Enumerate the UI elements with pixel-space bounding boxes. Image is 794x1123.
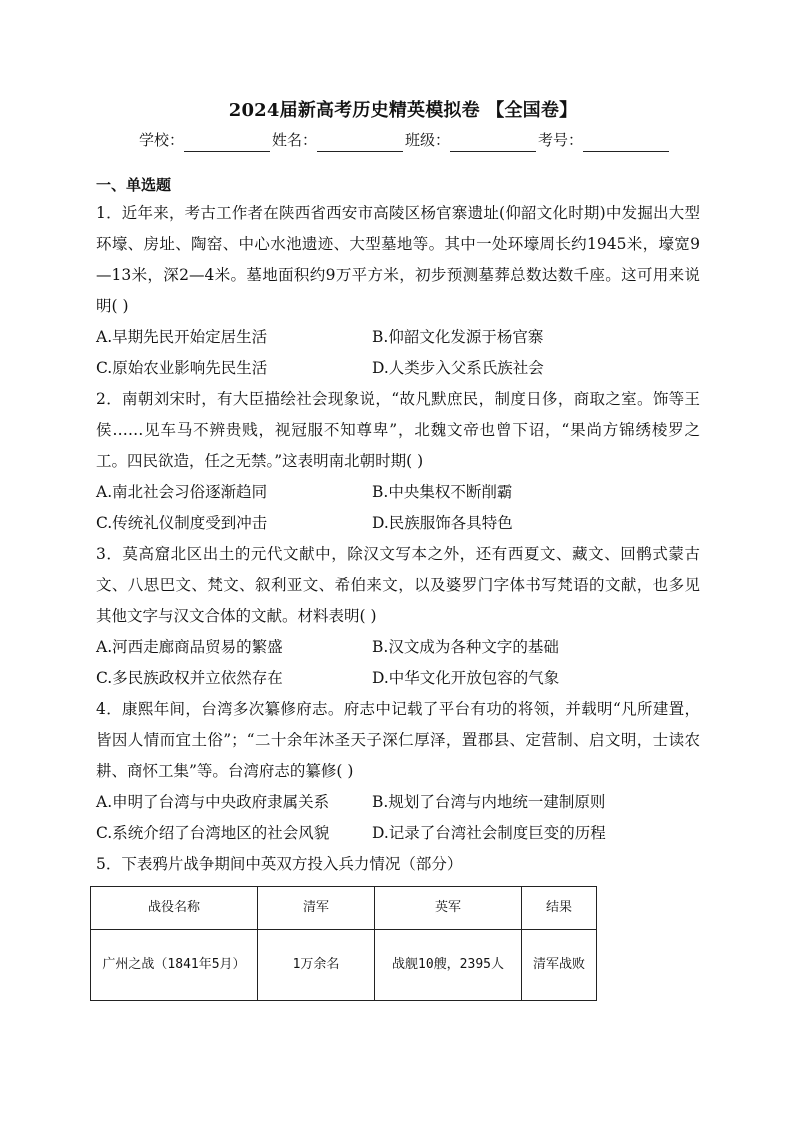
table-cell: 战舰10艘，2395人 — [375, 930, 522, 1001]
option-c[interactable]: C.原始农业影响先民生活 — [96, 359, 268, 377]
question-text: 1．近年来，考古工作者在陕西省西安市高陵区杨官寨遗址(仰韶文化时期)中发掘出大型环壕、房址、陶窑、中心水池遗迹、大型墓地等。其中一处环壕周长约1945米，壕宽9—13米，深2—4米。墓地面积约9万平方米，初步预测墓葬总数达数千座。这可用来说明( ) — [96, 204, 700, 315]
name-blank[interactable] — [317, 135, 403, 152]
question-options — [96, 322, 700, 384]
question-text: 3．莫高窟北区出土的元代文献中，除汉文写本之外，还有西夏文、藏文、回鹘式蒙古文、八思巴文、梵文、叙利亚文、希伯来文，以及婆罗门字体书写梵语的文献，也多见其他文字与汉文合体的文献。材料表明( ) — [96, 545, 700, 625]
option-c[interactable]: C.系统介绍了台湾地区的社会风貌 — [96, 824, 330, 842]
school-blank[interactable] — [184, 135, 270, 152]
option-a[interactable]: A.申明了台湾与中央政府隶属关系 — [96, 793, 330, 811]
exam-number-field — [538, 128, 671, 152]
option-b[interactable]: B.仰韶文化发源于杨官寨 — [372, 328, 544, 346]
option-a[interactable]: A.早期先民开始定居生活 — [96, 328, 268, 346]
question-text: 2．南朝刘宋时，有大臣描绘社会现象说，“故凡默庶民，制度日侈，商取之室。饰等王侯……见车马不辨贵贱，视冠服不知尊卑”，北魏文帝也曾下诏，“果尚方锦绣棱罗之工。四民欲造，任之无禁。”这表明南北朝时期( ) — [96, 390, 700, 470]
question-options — [96, 477, 700, 539]
option-b[interactable]: B.汉文成为各种文字的基础 — [372, 638, 559, 656]
table-cell: 1万余名 — [258, 930, 375, 1001]
question-1 — [96, 198, 700, 384]
table-cell: 清军战败 — [522, 930, 597, 1001]
question-5 — [96, 849, 700, 1001]
question-3 — [96, 539, 700, 694]
option-d[interactable]: D.民族服饰各具特色 — [372, 514, 513, 532]
table-row — [91, 930, 597, 1001]
school-label: 学校： — [138, 131, 184, 149]
student-info-line — [110, 128, 700, 152]
option-a[interactable]: A.河西走廊商品贸易的繁盛 — [96, 638, 283, 656]
troops-table — [90, 886, 597, 1001]
class-blank[interactable] — [450, 135, 536, 152]
name-field — [272, 128, 405, 152]
table-header-cell: 英军 — [375, 887, 522, 930]
question-2 — [96, 384, 700, 539]
exam-number-label: 考号： — [538, 131, 584, 149]
name-label: 姓名： — [271, 131, 317, 149]
table-header-cell: 清军 — [258, 887, 375, 930]
option-d[interactable]: D.人类步入父系氏族社会 — [372, 359, 544, 377]
exam-number-blank[interactable] — [583, 135, 669, 152]
option-b[interactable]: B.中央集权不断削霸 — [372, 483, 513, 501]
option-d[interactable]: D.中华文化开放包容的气象 — [372, 669, 560, 687]
question-text: 5．下表鸦片战争期间中英双方投入兵力情况（部分） — [96, 855, 463, 873]
table-cell: 广州之战（1841年5月） — [91, 930, 258, 1001]
table-header-cell: 战役名称 — [91, 887, 258, 930]
section-title: 一、单选题 — [96, 176, 172, 194]
option-c[interactable]: C.传统礼仪制度受到冲击 — [96, 514, 268, 532]
page-title: 2024届新高考历史精英模拟卷 【全国卷】 — [228, 100, 578, 121]
class-field — [405, 128, 538, 152]
option-a[interactable]: A.南北社会习俗逐渐趋同 — [96, 483, 268, 501]
option-c[interactable]: C.多民族政权并立依然存在 — [96, 669, 283, 687]
school-field — [139, 128, 272, 152]
option-d[interactable]: D.记录了台湾社会制度巨变的历程 — [372, 824, 606, 842]
class-label: 班级： — [405, 131, 451, 149]
exam-page — [96, 98, 700, 1001]
table-header-row — [91, 887, 597, 930]
table-header-cell: 结果 — [522, 887, 597, 930]
question-options — [96, 787, 700, 849]
question-4 — [96, 694, 700, 849]
question-text: 4．康熙年间，台湾多次纂修府志。府志中记载了平台有功的将领，并载明“凡所建置，皆因人情而宜土俗”；“二十余年沐圣天子深仁厚泽，置郡县、定营制、启文明，士读农耕、商怀工集”等。台湾府志的纂修( ) — [96, 700, 700, 780]
option-b[interactable]: B.规划了台湾与内地统一建制原则 — [372, 793, 606, 811]
question-options — [96, 632, 700, 694]
